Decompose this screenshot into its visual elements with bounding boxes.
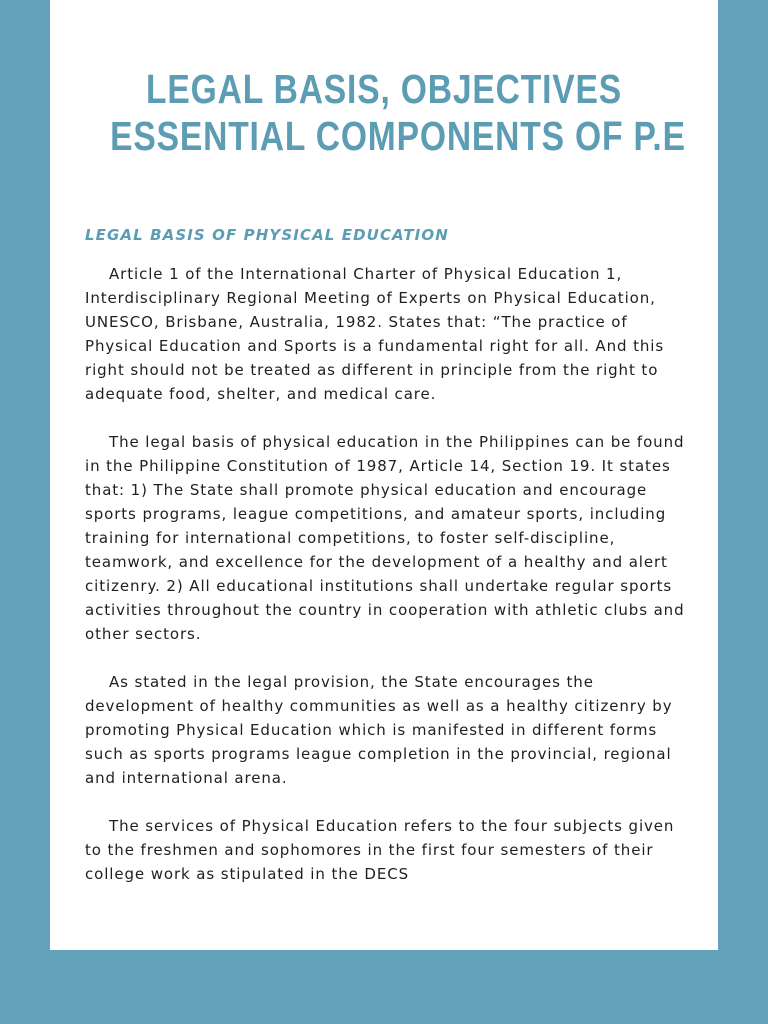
paragraph-1: Article 1 of the International Charter of Physical Education 1, Interdisciplinary Regional Meeting of Experts on Physical Education, UNESCO, Brisbane, Australia, 1982. States that: “The practice of Physical Education and Sports is a fundamental right for all. And this right should not be treated as different in principle from the right to adequate food, shelter, and medical care. <box>85 265 665 403</box>
section-heading: LEGAL BASIS OF PHYSICAL EDUCATION <box>85 226 449 244</box>
page-title <box>110 66 686 160</box>
body-text <box>85 262 689 910</box>
paragraph-3: As stated in the legal provision, the State encourages the development of healthy communities as well as a healthy citizenry by promoting Physical Education which is manifested in different forms such as sports programs league completion in the provincial, regional and international arena. <box>85 673 673 787</box>
paragraph-2: The legal basis of physical education in the Philippines can be found in the Philippine Constitution of 1987, Article 14, Section 19. It states that: 1) The State shall promote physical education and encourage sports programs, league competitions, and amateur sports, including training for international competitions, to foster self-discipline, teamwork, and excellence for the development of a healthy and alert citizenry. 2) All educational institutions shall undertake regular sports activities throughout the country in cooperation with athletic clubs and other sectors. <box>85 433 685 643</box>
paragraph-4: The services of Physical Education refers to the four subjects given to the freshmen and sophomores in the first four semesters of their college work as stipulated in the DECS <box>85 817 675 883</box>
title-line-1: LEGAL BASIS, OBJECTIVES <box>146 66 622 112</box>
title-line-2: ESSENTIAL COMPONENTS OF P.E <box>110 113 686 159</box>
document-page <box>50 0 718 950</box>
